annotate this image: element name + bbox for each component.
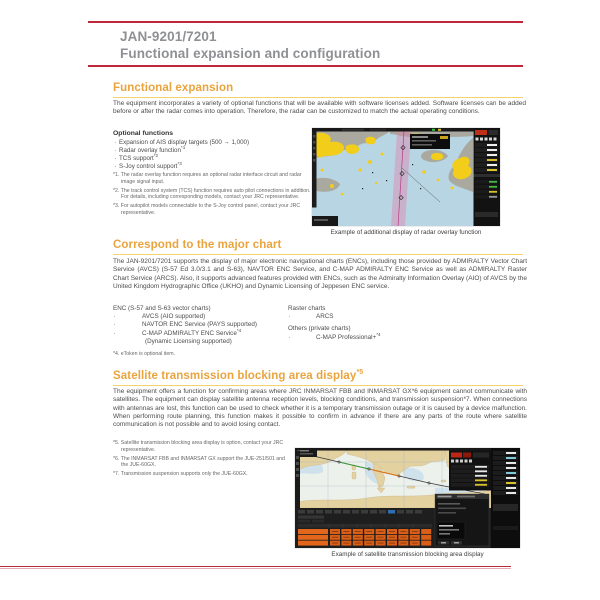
radar-figure-caption: Example of additional display of radar overlay function [330,229,482,236]
title-rule [88,65,523,67]
satellite-body: The equipment offers a function for confirming areas where JRC INMARSAT FBB and INMARSAT GX*6 equipment cannot communicate with satellites. The equipment can display satellite antenna reception levels, blocking conditions, and transmission suspension*7. When connections with antennas are lost, this function can be used to check whether it is a temporary transmission outage or it is caused by a device malfunction. When performing route planning, this function makes it possible to confirm in advance if there are any parts of the route where satellite communication is not possible and to avoid losing contact. [113,388,527,429]
section-heading-text: Functional expansion [113,82,234,94]
footnote: *6. The INMARSAT FBB and INMARSAT GX support the JUE-251/501 and the JUE-60GX. [113,455,285,469]
enc-item: · AVCS (AIO supported) [113,313,288,321]
radar-overlay-image [312,128,500,226]
section-heading-superscript: *5 [356,369,364,377]
page-subtitle: Functional expansion and configuration [120,46,381,61]
enc-item-note: (Dynamic Licensing supported) [145,337,232,345]
others-item: · C-MAP Professional+$^{*4}$ [288,334,438,342]
footnote: *5. Satellite transmission blocking area display is option, contact your JRC representative. [113,440,284,453]
bottom-rule-shadow [0,568,511,569]
section-heading-text: Satellite transmission blocking area display [113,370,357,382]
product-name: JAN-9201/7201 [120,29,217,44]
raster-item: · ARCS [288,313,438,321]
section-heading-satellite [113,370,523,386]
etoken-footnote: *4. eToken is optional item. [113,351,175,357]
radar-right-panel [474,128,501,226]
optional-functions-title: Optional functions [113,130,174,137]
enc-item: · NAVTOR ENC Service (PAYS supported) [113,321,288,329]
footnote: *3. For autopilot models connectable to the S-Joy control panel, contact your JRC representative. [113,203,301,216]
raster-chart-list [288,305,438,342]
footnote: *2. The track control system (TCS) function requires auto pilot connections in addition. For details, including corresponding models, contact your JRC representative. [113,187,311,201]
bottom-rule [0,566,511,567]
ecdis-alert-panel [449,451,491,491]
enc-chart-list [113,305,288,346]
blocking-area-screenshot [295,448,520,548]
footnote: *7. Transmission suspension supports only the JUE-60GX. [113,471,248,478]
radar-top-bar [312,128,500,132]
section-heading-major-chart [113,239,523,255]
optional-function-item: · Expansion of AIS display targets (500 → 1,000) [114,139,319,147]
functional-expansion-body: The equipment incorporates a variety of optional functions that will be available with software licenses added. Software licenses can be added before or after the radar comes into operation. Therefore, the radar can be customized to match the actual operating conditions. [113,100,526,116]
raster-list-title: Raster charts [288,305,326,312]
satellite-footnotes [113,440,293,480]
section-heading-text: Correspond to the major chart [113,239,282,251]
ecdis-left-toolbar [295,451,300,509]
page-title [120,28,523,62]
blocking-area-table [298,529,431,546]
blocking-area-figure-caption: Example of satellite transmission blocking area display [331,551,484,558]
ecdis-right-panel [491,448,520,548]
top-rule [88,21,523,23]
section-heading-functional-expansion [113,82,523,98]
functional-expansion-footnotes [113,172,315,219]
radar-info-box [410,134,450,149]
footnote: *1. The radar overlay function requires an optional radar interface circuit and radar image signal input. [113,172,302,185]
blocking-area-image [295,448,520,548]
ecdis-dialog-panel [435,494,489,546]
optional-function-item: · S-Joy control support$^{*3}$ [114,163,319,171]
optional-function-item: · Radar overlay function$^{*1}$ [114,147,319,155]
radar-overlay-screenshot [312,128,500,226]
enc-item: · C-MAP ADMIRALTY ENC Service$^{*4}$ [113,330,288,338]
major-chart-body: The JAN-9201/7201 supports the display of major electronic navigational charts (ENCs), including those provided by ADMIRALTY Vector Chart Service (AVCS) (S-57 Ed 3.0/3.1 and S-63), NAVTOR ENC Service, and C-MAP ADMIRALTY ENC Service as well as ADMIRALTY Raster Chart Service (ARCS). Also, it supports advanced features provided with ENCs, such as the Admiralty Information Overlay (AIO) of AVCS by the United Kingdom Hydrographic Office (UKHO) and Dynamic Licensing of Jeppesen ENC service. [113,258,527,290]
others-list-title: Others (private charts) [288,325,351,333]
optional-function-item: · TCS support$^{*2}$ [114,155,319,163]
enc-list-title: ENC (S-57 and S-63 vector charts) [113,305,211,312]
optional-functions-list [114,139,319,171]
